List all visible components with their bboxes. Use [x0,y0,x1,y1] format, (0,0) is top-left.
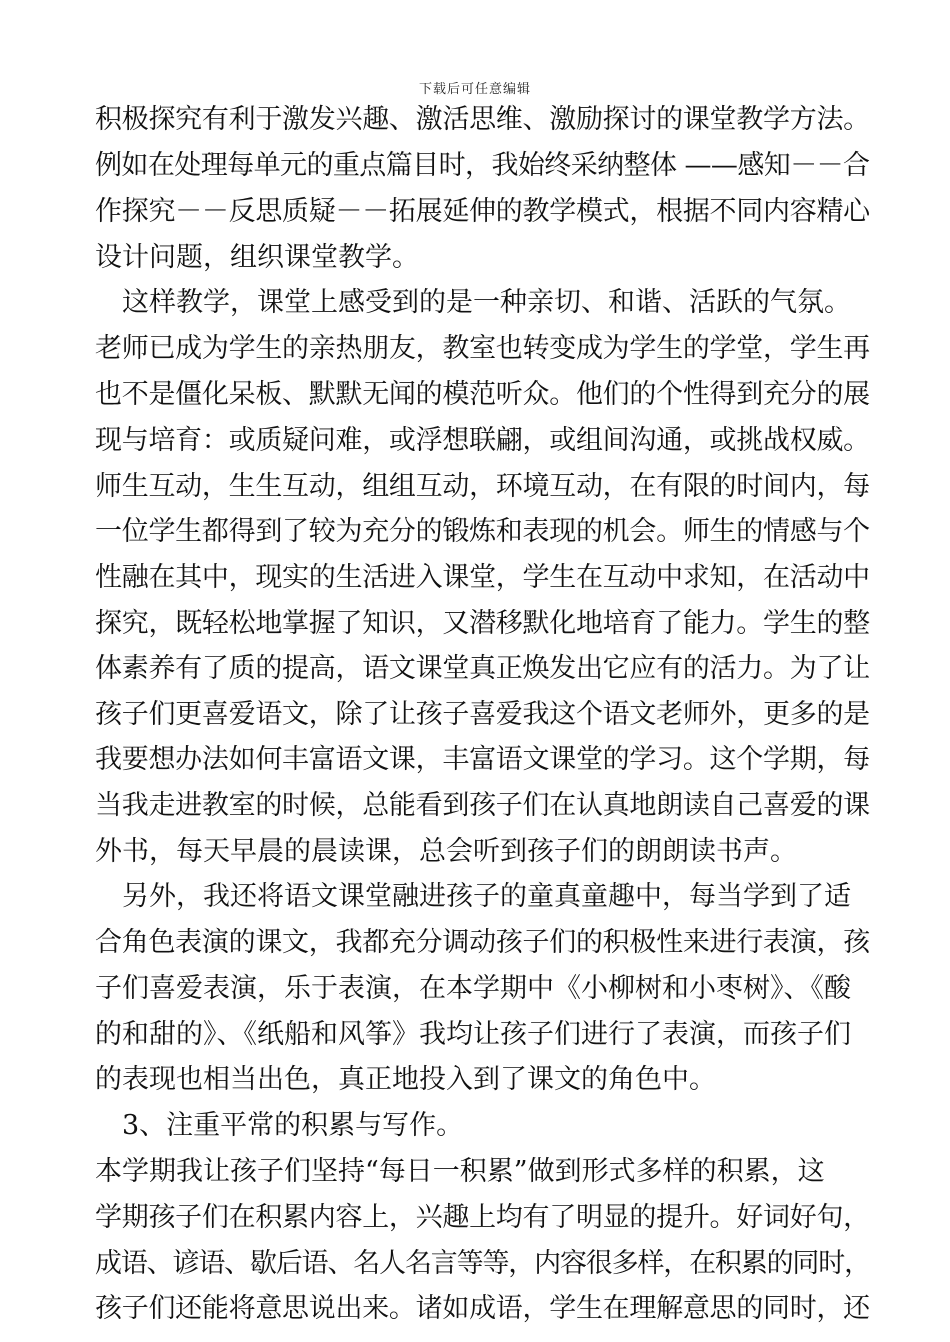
text-line: 一位学生都得到了较为充分的锻炼和表现的机会。师生的情感与个 [95,516,870,547]
text-line: 也不是僵化呆板、默默无闻的模范听众。他们的个性得到充分的展 [95,379,870,410]
text-line: 这样教学，课堂上感受到的是一种亲切、和谐、活跃的气氛。 [95,287,851,318]
text-line: 例如在处理每单元的重点篇目时，我始终采纳整体 ——感知－－合 [95,150,870,181]
text-line: 的和甜的》、《纸船和风筝》我均让孩子们进行了表演，而孩子们 [95,1019,851,1050]
text-line: 性融在其中，现实的生活进入课堂，学生在互动中求知，在活动中 [95,562,870,593]
text-line: 3、注重平常的积累与写作。 [95,1110,464,1141]
text-line: 体素养有了质的提高，语文课堂真正焕发出它应有的活力。为了让 [95,653,870,684]
text-line: 学期孩子们在积累内容上，兴趣上均有了明显的提升。好词好句， [95,1202,870,1233]
text-line: 设计问题，组织课堂教学。 [95,242,419,273]
text-line: 老师已成为学生的亲热朋友，教室也转变成为学生的学堂，学生再 [95,333,870,364]
text-line: 现与培育：或质疑问难，或浮想联翩，或组间沟通，或挑战权威。 [95,425,870,456]
text-line: 积极探究有利于激发兴趣、激活思维、激励探讨的课堂教学方法。 [95,104,870,135]
text-line: 子们喜爱表演，乐于表演，在本学期中《小柳树和小枣树》、《酸 [95,973,851,1004]
text-line: 作探究－－反思质疑－－拓展延伸的教学模式，根据不同内容精心 [95,196,870,227]
text-line: 师生互动，生生互动，组组互动，环境互动，在有限的时间内，每 [95,471,870,502]
text-line: 当我走进教室的时候，总能看到孩子们在认真地朗读自己喜爱的课 [95,790,870,821]
text-line: 成语、谚语、歇后语、名人名言等等，内容很多样，在积累的同时， [95,1248,870,1279]
text-line: 本学期我让孩子们坚持“每日一积累”做到形式多样的积累，这 [95,1156,825,1187]
text-line: 另外，我还将语文课堂融进孩子的童真童趣中，每当学到了适 [95,881,851,912]
text-line: 合角色表演的课文，我都充分调动孩子们的积极性来进行表演，孩 [95,927,870,958]
text-line: 孩子们更喜爱语文，除了让孩子喜爱我这个语文老师外，更多的是 [95,699,870,730]
text-line: 探究，既轻松地掌握了知识，又潜移默化地培育了能力。学生的整 [95,608,870,639]
text-line: 孩子们还能将意思说出来。诸如成语，学生在理解意思的同时，还 [95,1293,870,1324]
text-line: 外书，每天早晨的晨读课，总会听到孩子们的朗朗读书声。 [95,836,797,867]
text-line: 我要想办法如何丰富语文课，丰富语文课堂的学习。这个学期，每 [95,744,870,775]
text-line: 的表现也相当出色，真正地投入到了课文的角色中。 [95,1064,716,1095]
page-header-note: 下载后可任意编辑 [418,82,531,97]
